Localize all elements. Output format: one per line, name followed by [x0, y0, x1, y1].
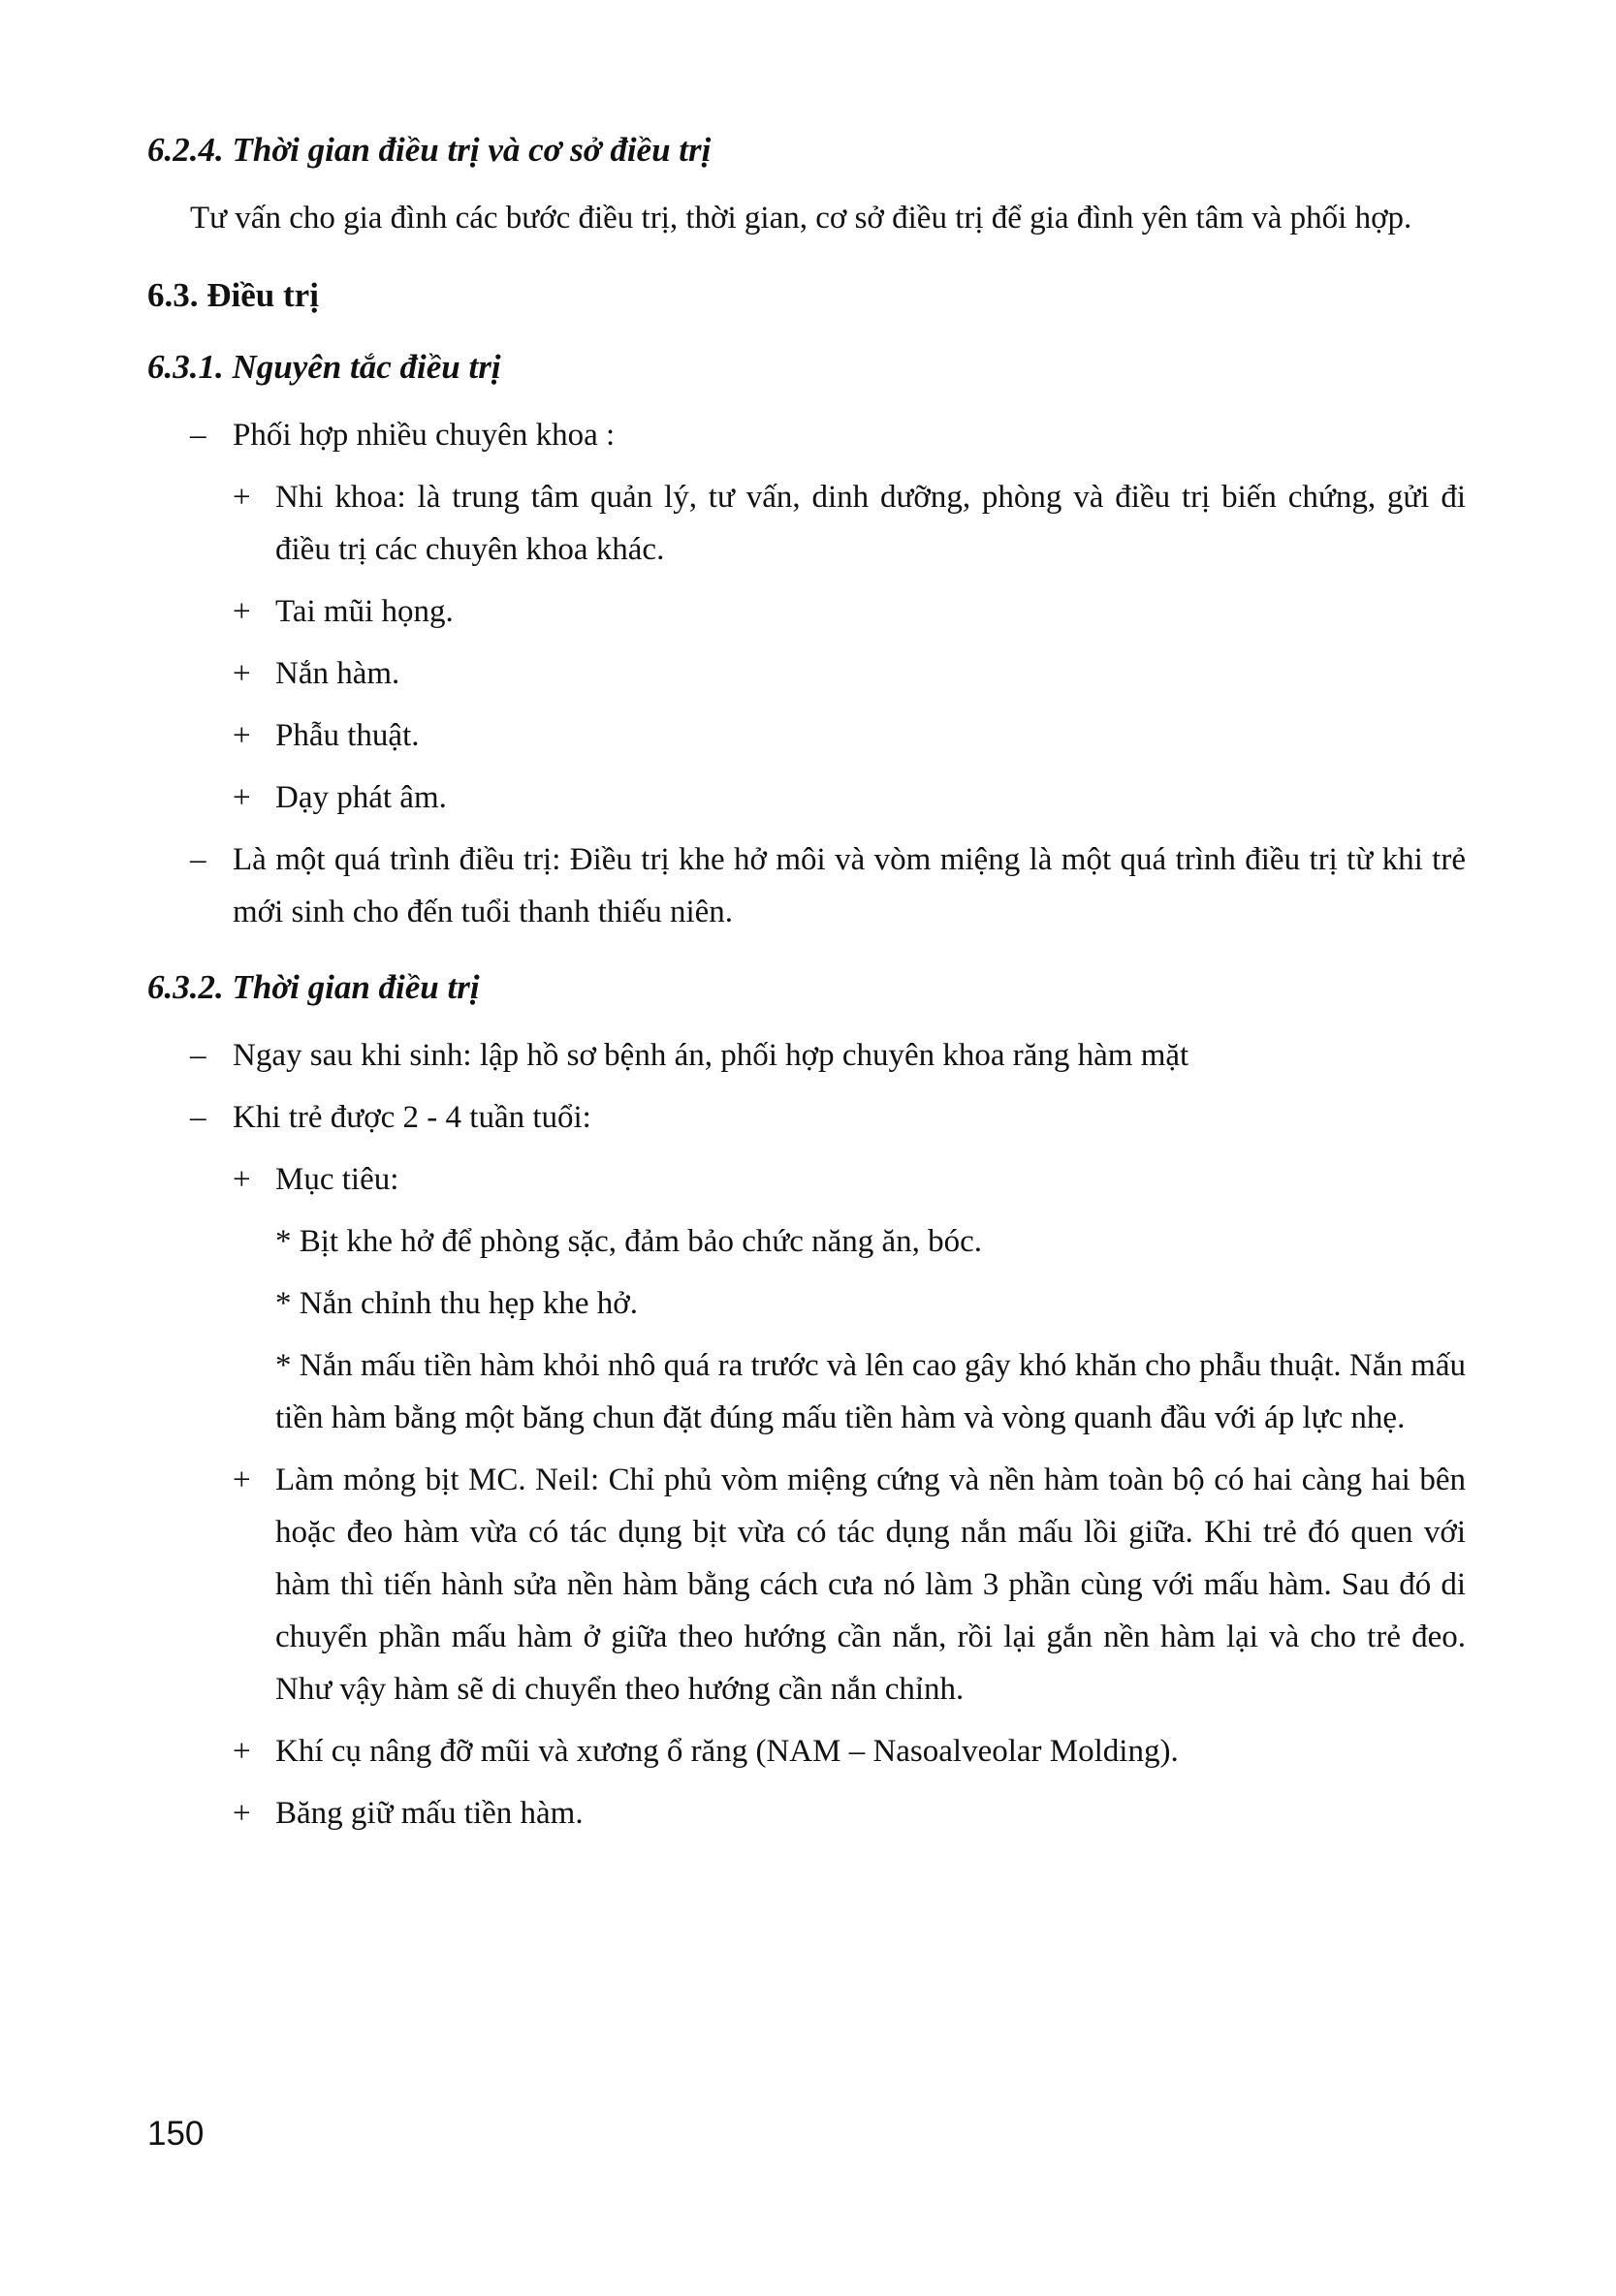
plus-marker: + [233, 594, 251, 629]
list-item [233, 709, 1466, 762]
list-item-text: Ngay sau khi sinh: lập hồ sơ bệnh án, phối hợp chuyên khoa răng hàm mặt [233, 1038, 1189, 1073]
plus-marker: + [233, 656, 251, 691]
star-item: * Nắn chỉnh thu hẹp khe hở. [275, 1286, 638, 1321]
plus-marker: + [233, 1463, 251, 1497]
heading-6-3-2: 6.3.2. Thời gian điều trị [147, 968, 480, 1006]
heading-6-3: 6.3. Điều trị [147, 276, 319, 314]
list-item [233, 771, 1466, 824]
plus-marker: + [233, 1796, 251, 1831]
list-item-text: Mục tiêu: [275, 1162, 399, 1197]
list-item [233, 1725, 1466, 1777]
list-item-text: Băng giữ mấu tiền hàm. [275, 1796, 584, 1831]
dash-marker: – [190, 1038, 206, 1073]
list-item-text: Nắn hàm. [275, 656, 400, 691]
plus-marker: + [233, 1734, 251, 1769]
list-item [233, 585, 1466, 638]
list-item-text: Dạy phát âm. [275, 780, 447, 815]
list-item-text: Phối hợp nhiều chuyên khoa : [233, 418, 616, 453]
dash-marker: – [190, 1100, 206, 1135]
plus-marker: + [233, 480, 251, 515]
page-content [147, 124, 1466, 1849]
heading-6-3-1: 6.3.1. Nguyên tắc điều trị [147, 348, 501, 386]
list-item [190, 833, 1466, 938]
list-item-text: Làm mỏng bịt MC. Neil: Chỉ phủ vòm miệng cứng và nền hàm toàn bộ có hai càng hai bên hoặc đeo hàm vừa có tác dụng bịt vừa có tác dụng nắn mấu lồi giữa. Khi trẻ đó quen với hàm thì tiến hành sửa nền hàm bằng cách cưa nó làm 3 phần cùng với mấu hàm. Sau đó di chuyển phần mấu hàm ở giữa theo hướng cần nắn, rồi lại gắn nền hàm lại và cho trẻ đeo. Như vậy hàm sẽ di chuyển theo hướng cần nắn chỉnh. [275, 1463, 1466, 1707]
list-item [190, 1029, 1466, 1082]
list-item-text: Nhi khoa: là trung tâm quản lý, tư vấn, dinh dưỡng, phòng và điều trị biến chứng, gửi đi điều trị các chuyên khoa khác. [275, 480, 1466, 567]
star-item: * Nắn mấu tiền hàm khỏi nhô quá ra trước và lên cao gây khó khăn cho phẫu thuật. Nắn mấu tiền hàm bằng một băng chun đặt đúng mấu tiền hàm và vòng quanh đầu với áp lực nhẹ. [275, 1348, 1466, 1435]
list-item-text: Khí cụ nâng đỡ mũi và xương ổ răng (NAM – Nasoalveolar Molding). [275, 1734, 1179, 1769]
list-item-text: Là một quá trình điều trị: Điều trị khe hở môi và vòm miệng là một quá trình điều trị từ khi trẻ mới sinh cho đến tuổi thanh thiếu niên. [233, 842, 1466, 929]
heading-6-2-4: 6.2.4. Thời gian điều trị và cơ sở điều trị [147, 131, 712, 169]
dash-marker: – [190, 842, 206, 877]
list-item [233, 1787, 1466, 1840]
list-item [233, 1153, 1466, 1206]
list-item [190, 1091, 1466, 1144]
page-number: 150 [147, 2115, 205, 2153]
list-item-text: Phẫu thuật. [275, 718, 420, 753]
plus-marker: + [233, 1162, 251, 1197]
plus-marker: + [233, 780, 251, 815]
paragraph-6-2-4: Tư vấn cho gia đình các bước điều trị, thời gian, cơ sở điều trị để gia đình yên tâm và phối hợp. [190, 201, 1412, 236]
dash-marker: – [190, 418, 206, 453]
plus-marker: + [233, 718, 251, 753]
list-item-text: Khi trẻ được 2 - 4 tuần tuổi: [233, 1100, 591, 1135]
list-item [233, 1454, 1466, 1715]
list-item [233, 471, 1466, 576]
list-item-text: Tai mũi họng. [275, 594, 454, 629]
list-item [190, 409, 1466, 461]
list-item [233, 647, 1466, 700]
star-item: * Bịt khe hở để phòng sặc, đảm bảo chức năng ăn, bóc. [275, 1224, 983, 1259]
